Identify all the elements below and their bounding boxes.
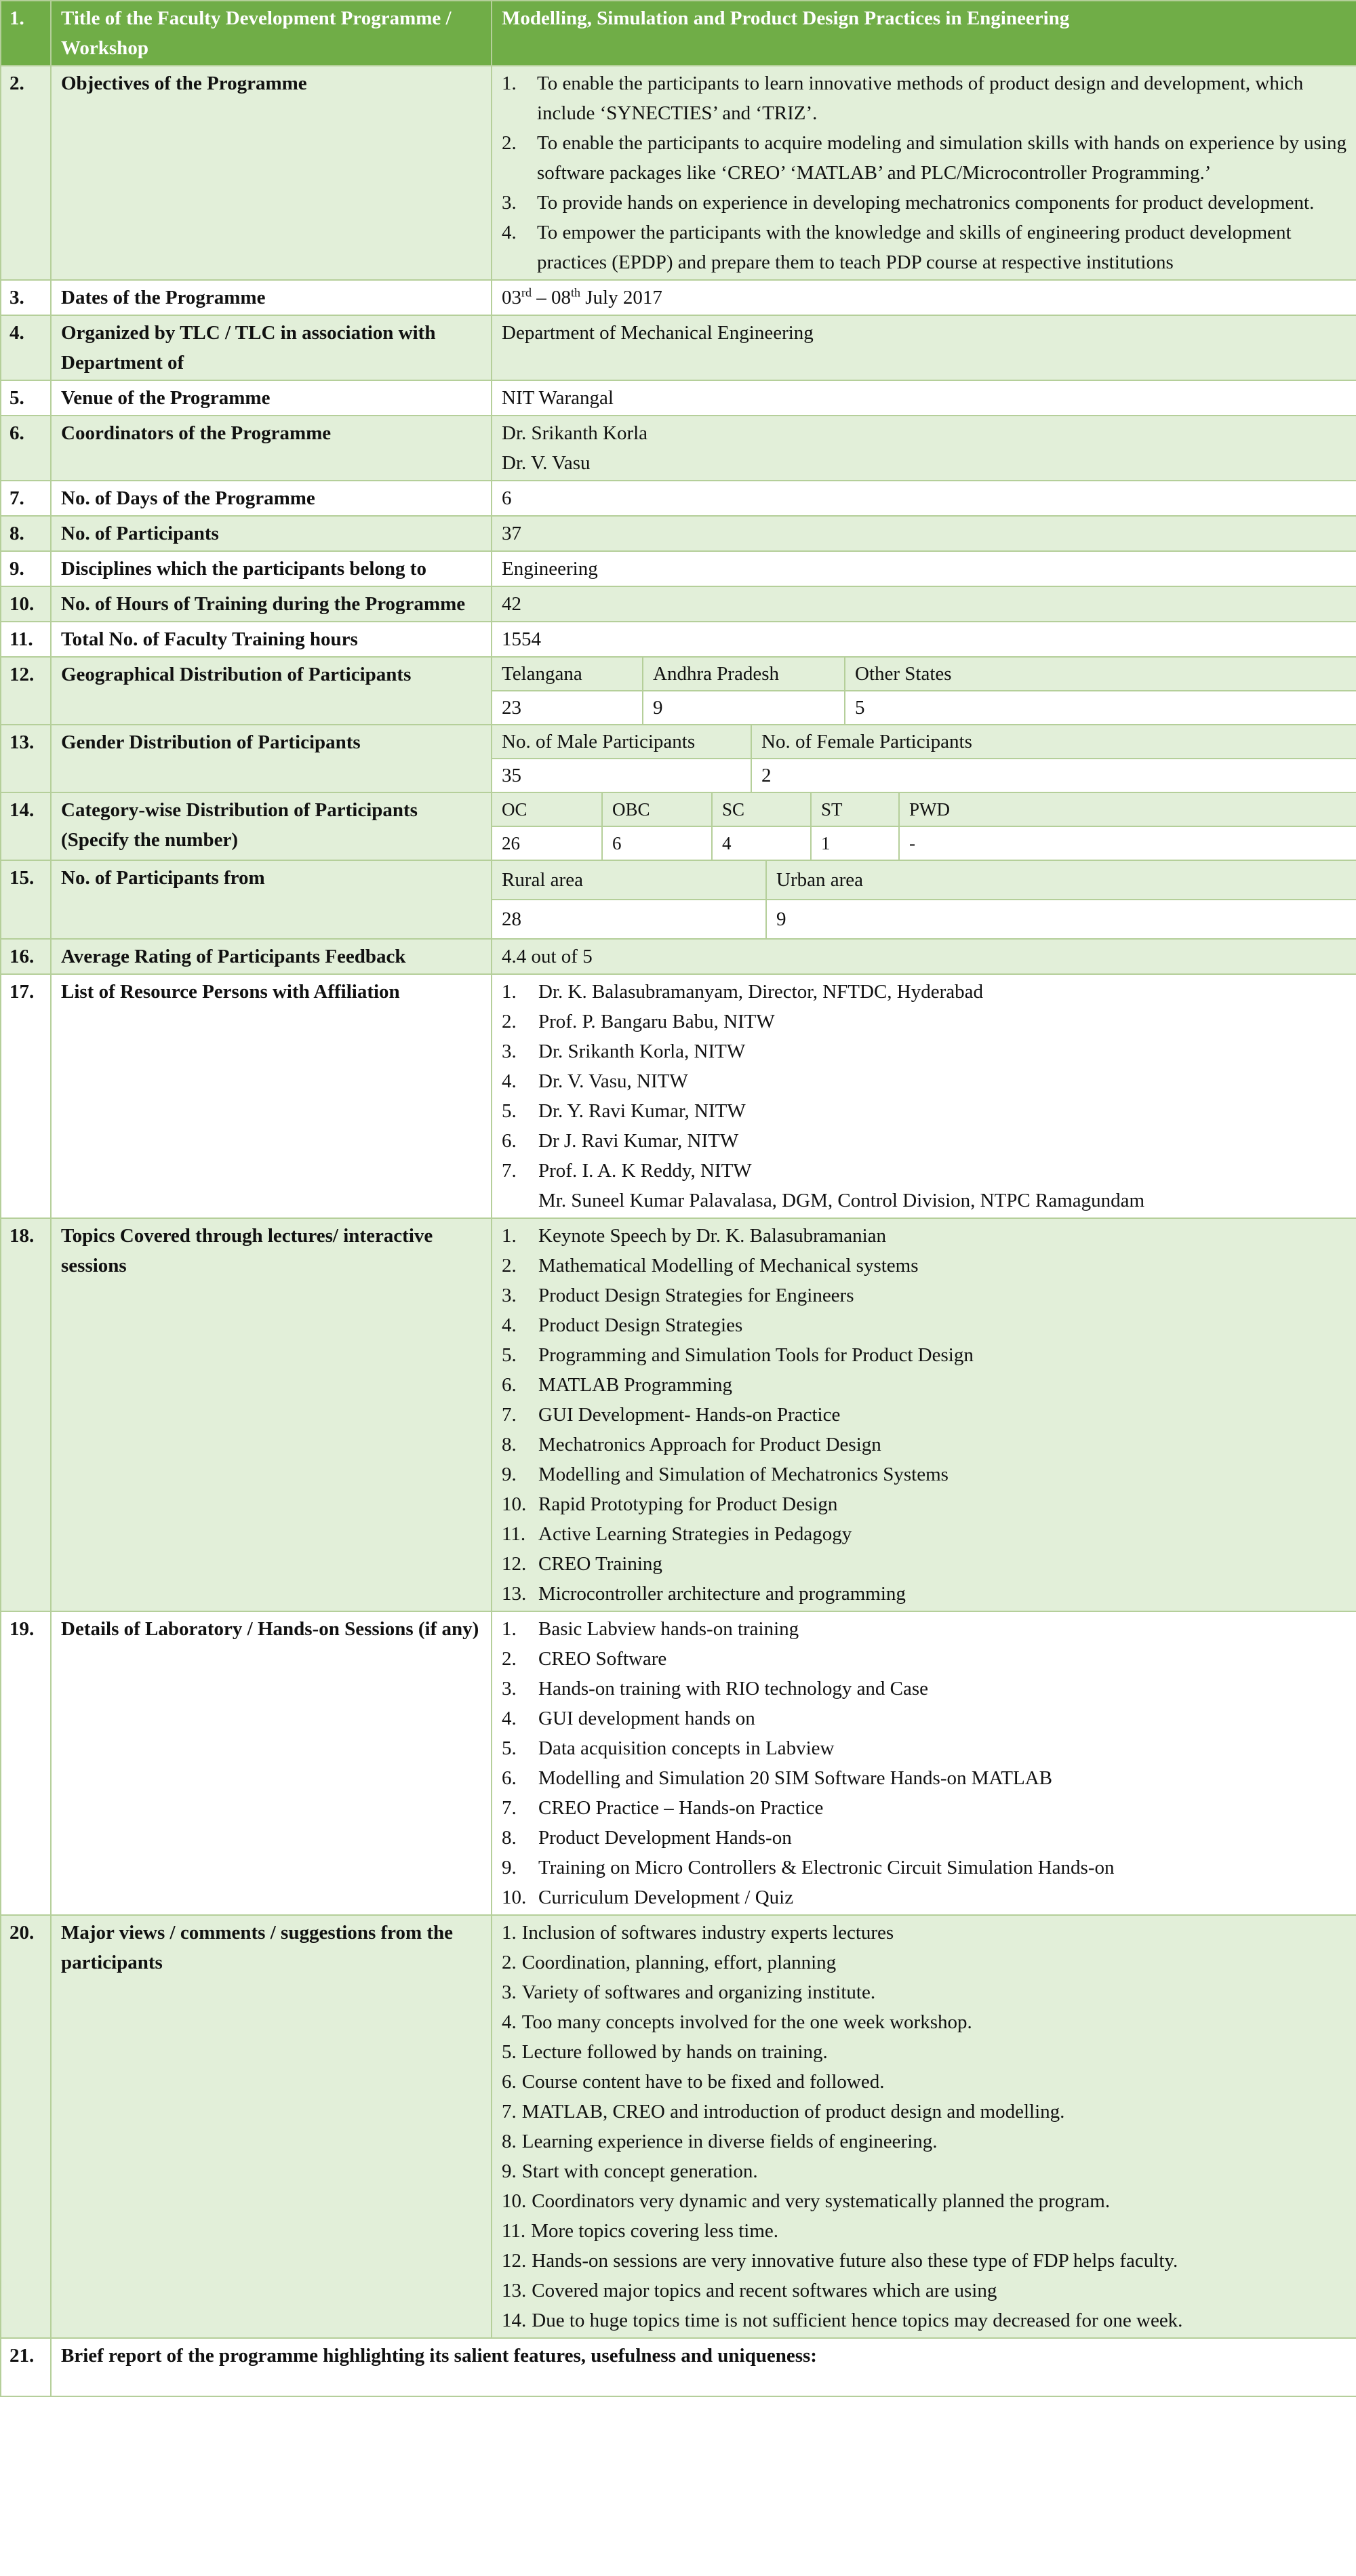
row-number: 3. xyxy=(1,280,51,315)
list-item-text: To provide hands on experience in developing mechatronics components for product development. xyxy=(537,192,1315,214)
list-item-number: 7. xyxy=(502,1404,517,1426)
list-item xyxy=(502,1310,1349,1340)
list-item xyxy=(502,1460,1349,1489)
training-hours-value: 42 xyxy=(492,586,1356,622)
row-label: No. of Hours of Training during the Programme xyxy=(51,586,492,622)
category-value: - xyxy=(899,826,1356,860)
list-item xyxy=(502,1126,1349,1156)
list-item-text: MATLAB Programming xyxy=(538,1374,732,1396)
category-header: PWD xyxy=(899,793,1356,826)
list-item-text: To enable the participants to learn innovative methods of product design and development, which include ‘SYNECTIES’ and ‘TRIZ’. xyxy=(537,73,1304,124)
row-number: 11. xyxy=(1,622,51,657)
list-item xyxy=(502,2276,1349,2306)
row-title xyxy=(1,1,1356,66)
row-number: 6. xyxy=(1,416,51,481)
dates-value xyxy=(492,280,1356,315)
list-item-number: 2. xyxy=(502,1255,517,1276)
area-subtable xyxy=(492,861,1356,938)
row-area-distribution xyxy=(1,860,1356,939)
list-item xyxy=(502,2007,1349,2037)
category-header: OBC xyxy=(602,793,712,826)
list-item-text: Modelling and Simulation 20 SIM Software Hands-on MATLAB xyxy=(538,1767,1052,1789)
list-item-number: 7. xyxy=(502,1160,517,1182)
list-item-number: 4. xyxy=(502,1314,517,1336)
list-item-text: Inclusion of softwares industry experts lectures xyxy=(521,1922,894,1944)
geo-value: 23 xyxy=(492,691,643,724)
coordinators-value xyxy=(492,416,1356,481)
list-item-text: Product Design Strategies xyxy=(538,1314,743,1336)
list-item xyxy=(502,1549,1349,1579)
geo-header: Telangana xyxy=(492,658,643,691)
list-item-number: 9. xyxy=(502,1857,517,1878)
date-end: – 08 xyxy=(532,287,571,308)
list-item xyxy=(502,1007,1349,1037)
list-item-text: Modelling and Simulation of Mechatronics Systems xyxy=(538,1464,949,1485)
row-number: 7. xyxy=(1,481,51,516)
list-item xyxy=(502,1066,1349,1096)
participant-views-value xyxy=(492,1915,1356,2338)
list-item-text: To empower the participants with the knowledge and skills of engineering product development practices (EPDP) and prepare them to teach PDP course at respective institutions xyxy=(537,222,1292,273)
list-item xyxy=(502,1853,1349,1883)
resource-persons-value xyxy=(492,974,1356,1218)
list-item-text: Curriculum Development / Quiz xyxy=(538,1887,794,1908)
list-item xyxy=(502,1918,1349,1948)
row-number: 21. xyxy=(1,2338,51,2396)
row-number: 8. xyxy=(1,516,51,551)
list-item-number: 14. xyxy=(502,2310,527,2331)
list-item-number: 3. xyxy=(502,1981,517,2003)
days-value: 6 xyxy=(492,481,1356,516)
list-item xyxy=(502,1579,1349,1609)
list-item-text: Start with concept generation. xyxy=(521,2160,758,2182)
list-item-text: Active Learning Strategies in Pedagogy xyxy=(538,1523,852,1545)
list-item-text: Learning experience in diverse fields of engineering. xyxy=(521,2131,938,2152)
list-item-number: 4. xyxy=(502,222,517,243)
list-item xyxy=(502,1763,1349,1793)
list-item-text: Mechatronics Approach for Product Design xyxy=(538,1434,881,1455)
gender-subtable-cell xyxy=(492,725,1356,792)
list-item-number: 3. xyxy=(502,1678,517,1699)
row-number: 5. xyxy=(1,380,51,416)
row-label: Title of the Faculty Development Programme / Workshop xyxy=(51,1,492,66)
row-number: 9. xyxy=(1,551,51,586)
category-value: 1 xyxy=(811,826,899,860)
list-item-number: 4. xyxy=(502,1708,517,1729)
category-subtable xyxy=(492,793,1356,860)
list-item-text: Dr. Y. Ravi Kumar, NITW xyxy=(538,1100,746,1122)
list-item xyxy=(502,1948,1349,1977)
list-item-number: 10. xyxy=(502,2190,527,2212)
area-value: 9 xyxy=(766,900,1356,938)
area-header: Rural area xyxy=(492,861,766,900)
coordinator-name: Dr. Srikanth Korla xyxy=(502,422,648,444)
list-item-text: Prof. P. Bangaru Babu, NITW xyxy=(538,1011,775,1032)
list-item-text: Product Development Hands-on xyxy=(538,1827,792,1849)
list-item-number: 11. xyxy=(502,2220,526,2242)
list-item xyxy=(502,1037,1349,1066)
row-resource-persons xyxy=(1,974,1356,1218)
list-item-number: 8. xyxy=(502,1434,517,1455)
list-item-text: Keynote Speech by Dr. K. Balasubramanian xyxy=(538,1225,886,1247)
date-start: 03 xyxy=(502,287,521,308)
list-item xyxy=(502,218,1349,277)
list-item-text: Dr. V. Vasu, NITW xyxy=(538,1070,688,1092)
row-label: Dates of the Programme xyxy=(51,280,492,315)
list-item-number: 2. xyxy=(502,1648,517,1670)
row-number: 2. xyxy=(1,66,51,280)
row-lab-sessions xyxy=(1,1611,1356,1915)
list-item-text: Mathematical Modelling of Mechanical systems xyxy=(538,1255,919,1276)
geo-subtable-cell xyxy=(492,657,1356,725)
list-item xyxy=(502,1281,1349,1310)
row-participants xyxy=(1,516,1356,551)
category-header: ST xyxy=(811,793,899,826)
row-label: Total No. of Faculty Training hours xyxy=(51,622,492,657)
list-item xyxy=(502,1430,1349,1460)
row-participant-views xyxy=(1,1915,1356,2338)
list-item-number: 6. xyxy=(502,1767,517,1789)
list-item-number: 10. xyxy=(502,1493,527,1515)
list-item xyxy=(502,1096,1349,1126)
row-faculty-hours xyxy=(1,622,1356,657)
list-item-text: GUI Development- Hands-on Practice xyxy=(538,1404,841,1426)
list-item xyxy=(502,2306,1349,2335)
lab-sessions-list xyxy=(502,1614,1349,1912)
list-item-text: Covered major topics and recent softwares which are using xyxy=(532,2280,997,2301)
list-item-number: 4. xyxy=(502,2011,517,2033)
list-item-number: 5. xyxy=(502,1737,517,1759)
brief-report-label: Brief report of the programme highlighting its salient features, usefulness and uniqueness: xyxy=(51,2338,1356,2396)
row-brief-report xyxy=(1,2338,1356,2396)
row-organized-by xyxy=(1,315,1356,380)
list-item-text: To enable the participants to acquire modeling and simulation skills with hands on experience by using software packages like ‘CREO’ ‘MATLAB’ and PLC/Microcontroller Programming.’ xyxy=(537,132,1347,184)
list-item-number: 9. xyxy=(502,2160,517,2182)
list-item-number: 10. xyxy=(502,1887,527,1908)
list-item xyxy=(502,1883,1349,1912)
row-label: No. of Days of the Programme xyxy=(51,481,492,516)
list-item-number: 13. xyxy=(502,2280,527,2301)
list-item xyxy=(502,1793,1349,1823)
list-item xyxy=(502,1221,1349,1251)
participant-views-list xyxy=(502,1918,1349,2335)
gender-header: No. of Female Participants xyxy=(751,725,1356,759)
list-item-number: 12. xyxy=(502,1553,527,1575)
list-item xyxy=(502,1251,1349,1281)
list-item-number: 3. xyxy=(502,192,517,214)
area-header: Urban area xyxy=(766,861,1356,900)
list-item-text: Training on Micro Controllers & Electronic Circuit Simulation Hands-on xyxy=(538,1857,1115,1878)
list-item xyxy=(502,1823,1349,1853)
row-label: Disciplines which the participants belong to xyxy=(51,551,492,586)
row-number: 14. xyxy=(1,792,51,860)
list-item-text: Rapid Prototyping for Product Design xyxy=(538,1493,838,1515)
row-number: 1. xyxy=(1,1,51,66)
gender-value: 2 xyxy=(751,759,1356,792)
list-item-number: 1. xyxy=(502,1922,517,1944)
gender-value: 35 xyxy=(492,759,751,792)
category-subtable-cell xyxy=(492,792,1356,860)
topics-list xyxy=(502,1221,1349,1609)
programme-title: Modelling, Simulation and Product Design Practices in Engineering xyxy=(492,1,1356,66)
list-item xyxy=(502,1400,1349,1430)
row-venue xyxy=(1,380,1356,416)
row-coordinators xyxy=(1,416,1356,481)
row-dates xyxy=(1,280,1356,315)
date-month-year: July 2017 xyxy=(580,287,662,308)
list-item-number: 4. xyxy=(502,1070,517,1092)
list-item-text: Coordinators very dynamic and very systematically planned the program. xyxy=(532,2190,1111,2212)
list-item-number: 9. xyxy=(502,1464,517,1485)
participants-value: 37 xyxy=(492,516,1356,551)
list-item-text: More topics covering less time. xyxy=(531,2220,779,2242)
geo-header: Other States xyxy=(845,658,1356,691)
category-header: SC xyxy=(712,793,811,826)
list-item-number: 3. xyxy=(502,1041,517,1062)
objectives-value xyxy=(492,66,1356,280)
row-label: Major views / comments / suggestions from the participants xyxy=(51,1915,492,2338)
list-item-text: Coordination, planning, effort, planning xyxy=(521,1952,837,1973)
row-label: Geographical Distribution of Participants xyxy=(51,657,492,725)
coordinator-name: Dr. V. Vasu xyxy=(502,452,591,474)
row-gender-distribution xyxy=(1,725,1356,792)
geo-value: 5 xyxy=(845,691,1356,724)
list-item-number: 11. xyxy=(502,1523,526,1545)
row-objectives xyxy=(1,66,1356,280)
disciplines-value: Engineering xyxy=(492,551,1356,586)
list-item-number: 8. xyxy=(502,2131,517,2152)
list-item xyxy=(502,1340,1349,1370)
list-item-number: 2. xyxy=(502,1952,517,1973)
row-geographical-distribution xyxy=(1,657,1356,725)
list-item xyxy=(502,1156,1349,1186)
faculty-hours-value: 1554 xyxy=(492,622,1356,657)
row-number: 16. xyxy=(1,939,51,974)
list-item-number: 3. xyxy=(502,1285,517,1306)
list-item-number: 6. xyxy=(502,2071,517,2093)
list-item-text: Product Design Strategies for Engineers xyxy=(538,1285,854,1306)
area-value: 28 xyxy=(492,900,766,938)
row-label: No. of Participants xyxy=(51,516,492,551)
row-label: Organized by TLC / TLC in association with Department of xyxy=(51,315,492,380)
category-header: OC xyxy=(492,793,602,826)
row-label: Gender Distribution of Participants xyxy=(51,725,492,792)
list-item-text: CREO Practice – Hands-on Practice xyxy=(538,1797,824,1819)
row-label: List of Resource Persons with Affiliation xyxy=(51,974,492,1218)
list-item-number: 1. xyxy=(502,73,517,94)
list-item-text: CREO Training xyxy=(538,1553,662,1575)
objectives-list xyxy=(502,68,1349,277)
row-label: Category-wise Distribution of Participants (Specify the number) xyxy=(51,792,492,860)
row-label: No. of Participants from xyxy=(51,860,492,939)
list-item-text: Hands-on training with RIO technology and Case xyxy=(538,1678,929,1699)
row-days xyxy=(1,481,1356,516)
list-item xyxy=(502,2216,1349,2246)
list-item-number: 12. xyxy=(502,2250,527,2272)
row-label: Venue of the Programme xyxy=(51,380,492,416)
row-label: Coordinators of the Programme xyxy=(51,416,492,481)
list-item-text: Dr J. Ravi Kumar, NITW xyxy=(538,1130,739,1152)
row-number: 17. xyxy=(1,974,51,1218)
row-number: 18. xyxy=(1,1218,51,1611)
list-item xyxy=(502,1977,1349,2007)
list-item-text: Dr. K. Balasubramanyam, Director, NFTDC, Hyderabad xyxy=(538,981,983,1003)
list-item-number: 1. xyxy=(502,1225,517,1247)
row-label: Details of Laboratory / Hands-on Sessions (if any) xyxy=(51,1611,492,1915)
row-training-hours xyxy=(1,586,1356,622)
row-number: 19. xyxy=(1,1611,51,1915)
list-item-text: Data acquisition concepts in Labview xyxy=(538,1737,835,1759)
row-label: Topics Covered through lectures/ interactive sessions xyxy=(51,1218,492,1611)
date-start-suffix: rd xyxy=(521,285,532,300)
row-number: 4. xyxy=(1,315,51,380)
geo-subtable xyxy=(492,658,1356,724)
list-item xyxy=(502,2186,1349,2216)
row-label: Average Rating of Participants Feedback xyxy=(51,939,492,974)
list-item-number: 7. xyxy=(502,2101,517,2122)
list-item-text: GUI development hands on xyxy=(538,1708,755,1729)
list-item-number: 5. xyxy=(502,2041,517,2063)
list-item xyxy=(502,2097,1349,2127)
list-item-text: Due to huge topics time is not sufficient hence topics may decreased for one week. xyxy=(532,2310,1183,2331)
list-item-text: Lecture followed by hands on training. xyxy=(521,2041,828,2063)
list-item-text: Basic Labview hands-on training xyxy=(538,1618,799,1640)
list-item xyxy=(502,68,1349,128)
list-item xyxy=(502,1644,1349,1674)
venue-value: NIT Warangal xyxy=(492,380,1356,416)
list-item-number: 2. xyxy=(502,132,517,154)
list-item xyxy=(502,1519,1349,1549)
list-item-number: 8. xyxy=(502,1827,517,1849)
list-item xyxy=(502,1704,1349,1733)
gender-subtable xyxy=(492,725,1356,792)
row-topics-covered xyxy=(1,1218,1356,1611)
list-item-text: Programming and Simulation Tools for Product Design xyxy=(538,1344,974,1366)
list-item xyxy=(502,128,1349,188)
category-value: 26 xyxy=(492,826,602,860)
row-feedback-rating xyxy=(1,939,1356,974)
list-item-text: Variety of softwares and organizing institute. xyxy=(521,1981,876,2003)
list-item xyxy=(502,188,1349,218)
list-item xyxy=(502,1733,1349,1763)
list-item-number: 2. xyxy=(502,1011,517,1032)
row-category-distribution xyxy=(1,792,1356,860)
list-item-text: Course content have to be fixed and followed. xyxy=(521,2071,885,2093)
category-value: 6 xyxy=(602,826,712,860)
row-number: 12. xyxy=(1,657,51,725)
date-end-suffix: th xyxy=(571,285,581,300)
list-item xyxy=(502,2037,1349,2067)
list-item xyxy=(502,1614,1349,1644)
list-item-text: Dr. Srikanth Korla, NITW xyxy=(538,1041,746,1062)
row-number: 13. xyxy=(1,725,51,792)
category-value: 4 xyxy=(712,826,811,860)
row-number: 10. xyxy=(1,586,51,622)
list-item-number: 13. xyxy=(502,1583,527,1605)
list-item-text: Prof. I. A. K Reddy, NITW xyxy=(538,1160,752,1182)
list-item xyxy=(502,2067,1349,2097)
list-item-number: 6. xyxy=(502,1130,517,1152)
list-item xyxy=(502,2246,1349,2276)
list-item-number: 7. xyxy=(502,1797,517,1819)
list-item-text: CREO Software xyxy=(538,1648,667,1670)
area-subtable-cell xyxy=(492,860,1356,939)
rating-value: 4.4 out of 5 xyxy=(492,939,1356,974)
geo-value: 9 xyxy=(643,691,845,724)
list-item xyxy=(502,1674,1349,1704)
list-item xyxy=(502,977,1349,1007)
list-item-number: 1. xyxy=(502,981,517,1003)
row-disciplines xyxy=(1,551,1356,586)
list-item-text: Too many concepts involved for the one week workshop. xyxy=(521,2011,972,2033)
list-item-text: Microcontroller architecture and programming xyxy=(538,1583,906,1605)
list-item-text: MATLAB, CREO and introduction of product design and modelling. xyxy=(521,2101,1065,2122)
list-item-number: 5. xyxy=(502,1100,517,1122)
list-item xyxy=(502,1370,1349,1400)
row-number: 15. xyxy=(1,860,51,939)
gender-header: No. of Male Participants xyxy=(492,725,751,759)
list-item-number: 6. xyxy=(502,1374,517,1396)
row-label: Objectives of the Programme xyxy=(51,66,492,280)
list-item-text: Hands-on sessions are very innovative future also these type of FDP helps faculty. xyxy=(532,2250,1178,2272)
lab-sessions-value xyxy=(492,1611,1356,1915)
resource-persons-list xyxy=(502,977,1349,1186)
resource-person-extra: Mr. Suneel Kumar Palavalasa, DGM, Control Division, NTPC Ramagundam xyxy=(538,1190,1145,1211)
list-item xyxy=(502,2127,1349,2156)
geo-header: Andhra Pradesh xyxy=(643,658,845,691)
row-number: 20. xyxy=(1,1915,51,2338)
list-item xyxy=(502,2156,1349,2186)
list-item-number: 5. xyxy=(502,1344,517,1366)
list-item xyxy=(502,1489,1349,1519)
topics-value xyxy=(492,1218,1356,1611)
organized-value: Department of Mechanical Engineering xyxy=(492,315,1356,380)
list-item-number: 1. xyxy=(502,1618,517,1640)
